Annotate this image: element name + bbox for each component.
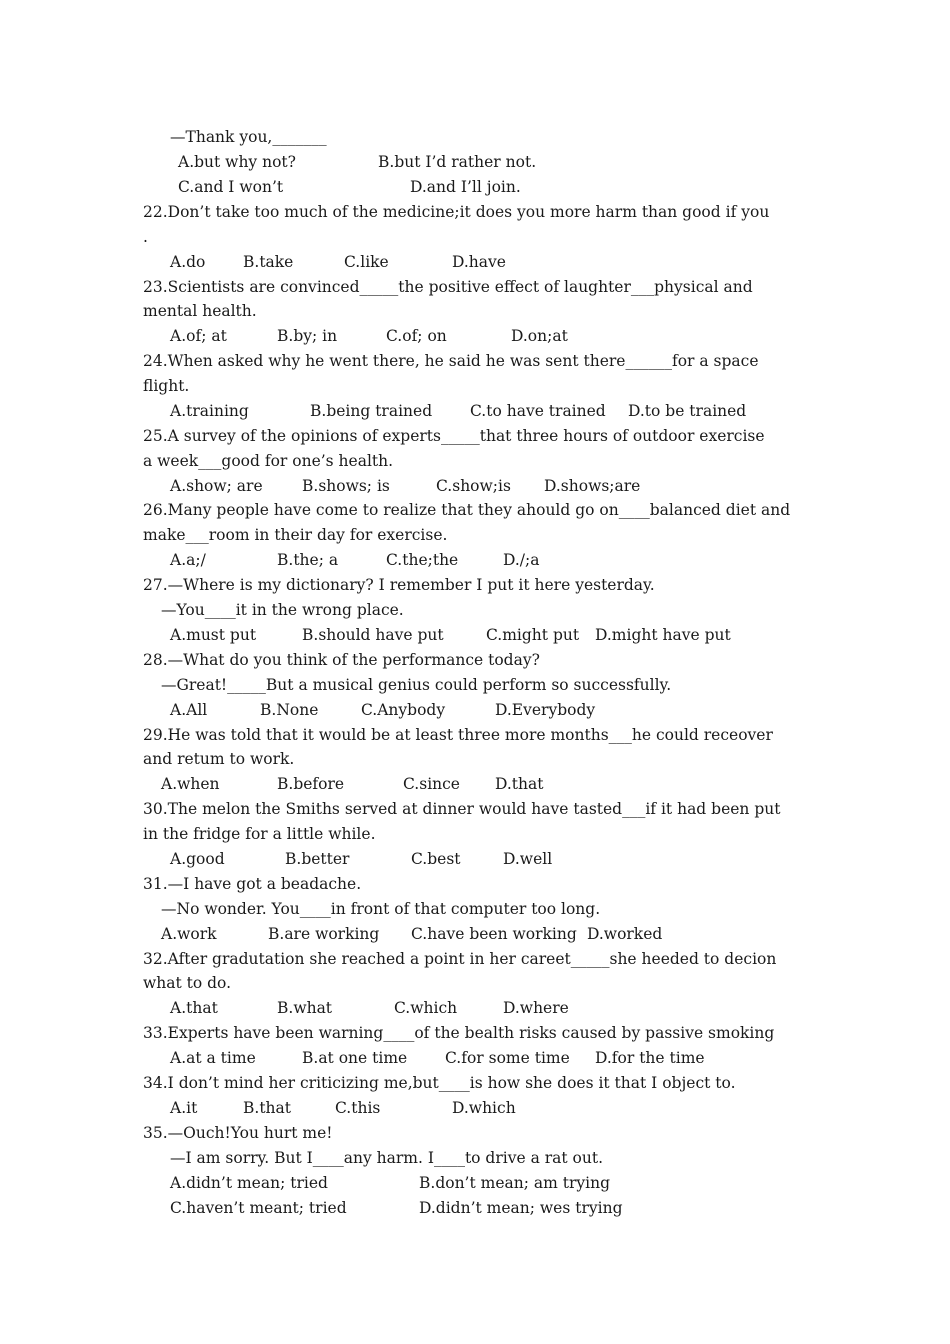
text-line: C.have been working xyxy=(411,925,577,943)
question-stem-line: 29.He was told that it would be at least three more months___he could receover xyxy=(143,726,773,744)
text-line: —You____it in the wrong place. xyxy=(161,601,404,619)
text-line: B.better xyxy=(285,850,350,868)
text-line: 31.—I have got a beadache. xyxy=(143,875,362,893)
text-line: A.a;/ xyxy=(170,551,206,569)
text-line: C.since xyxy=(403,775,460,793)
text-line: A.must put xyxy=(170,626,257,644)
text-line: what to do. xyxy=(143,974,232,992)
text-line: A.All xyxy=(170,701,208,719)
text-line: 34.I don’t mind her criticizing me,but____is how she does it that I object to. xyxy=(143,1074,736,1092)
text-line: A.didn’t mean; tried xyxy=(170,1174,328,1192)
question-stem-line: 24.When asked why he went there, he said he was sent there______for a space xyxy=(143,352,759,370)
text-line: B.shows; is xyxy=(302,477,390,495)
text-line: B.take xyxy=(243,253,294,271)
text-line: a week___good for one’s health. xyxy=(143,452,394,470)
text-line: D.on;at xyxy=(511,327,568,345)
text-line: D./;a xyxy=(503,551,540,569)
text-line: C.the;the xyxy=(386,551,459,569)
text-line: C.like xyxy=(344,253,389,271)
text-line: D.that xyxy=(495,775,544,793)
text-line: A.it xyxy=(170,1099,198,1117)
text-line: A.at a time xyxy=(170,1049,256,1067)
text-line: B.don’t mean; am trying xyxy=(419,1174,611,1192)
text-line: —I am sorry. But I____any harm. I____to drive a rat out. xyxy=(170,1149,604,1167)
text-line: B.being trained xyxy=(310,402,433,420)
text-line: D.which xyxy=(452,1099,516,1117)
text-line: D.worked xyxy=(587,925,663,943)
text-line: C.Anybody xyxy=(361,701,446,719)
text-line: B.by; in xyxy=(277,327,338,345)
question-stem-line: 32.After gradutation she reached a point in her careet_____she heeded to decion xyxy=(143,950,777,968)
text-line: C.of; on xyxy=(386,327,447,345)
text-line: A.do xyxy=(170,253,206,271)
text-line: —No wonder. You____in front of that computer too long. xyxy=(161,900,601,918)
text-line: A.work xyxy=(161,925,217,943)
text-line: A.training xyxy=(170,402,249,420)
text-line: C.best xyxy=(411,850,461,868)
text-line: B.at one time xyxy=(302,1049,408,1067)
text-line: D.well xyxy=(503,850,553,868)
question-stem-line: 22.Don’t take too much of the medicine;it does you more harm than good if you xyxy=(143,203,770,221)
text-line: 27.—Where is my dictionary? I remember I put it here yesterday. xyxy=(143,576,655,594)
text-line: C.show;is xyxy=(436,477,511,495)
text-line: 28.—What do you think of the performance today? xyxy=(143,651,540,669)
text-line: B.are working xyxy=(268,925,380,943)
text-line: in the fridge for a little while. xyxy=(143,825,376,843)
text-line: D.have xyxy=(452,253,506,271)
text-line: C.haven’t meant; tried xyxy=(170,1199,347,1217)
text-line: D.might have put xyxy=(595,626,731,644)
text-line: 33.Experts have been warning____of the bealth risks caused by passive smoking xyxy=(143,1024,775,1042)
text-line: C.which xyxy=(394,999,458,1017)
text-line: B.the; a xyxy=(277,551,339,569)
text-line: 35.—Ouch!You hurt me! xyxy=(143,1124,333,1142)
text-line: C.this xyxy=(335,1099,381,1117)
text-line: —Thank you,_______ xyxy=(170,128,327,146)
text-line: A.good xyxy=(170,850,225,868)
text-line: make___room in their day for exercise. xyxy=(143,526,448,544)
text-line: D.where xyxy=(503,999,569,1017)
text-line: B.should have put xyxy=(302,626,444,644)
text-line: D.shows;are xyxy=(544,477,641,495)
text-line: A.when xyxy=(161,775,220,793)
text-line: —Great!_____But a musical genius could perform so successfully. xyxy=(161,676,672,694)
text-line: B.before xyxy=(277,775,345,793)
text-line: D.to be trained xyxy=(628,402,747,420)
text-line: C.to have trained xyxy=(470,402,606,420)
text-line: B.that xyxy=(243,1099,291,1117)
text-line: D.and I’ll join. xyxy=(410,178,521,196)
text-line: A.that xyxy=(170,999,218,1017)
text-line: B.but I’d rather not. xyxy=(378,153,537,171)
question-stem-line: 30.The melon the Smiths served at dinner would have tasted___if it had been put xyxy=(143,800,781,818)
text-line: C.for some time xyxy=(445,1049,570,1067)
question-stem-line: 25.A survey of the opinions of experts_____that three hours of outdoor exercise xyxy=(143,427,765,445)
text-line: D.didn’t mean; wes trying xyxy=(419,1199,623,1217)
text-line: D.Everybody xyxy=(495,701,596,719)
text-line: B.None xyxy=(260,701,319,719)
text-line: flight. xyxy=(143,377,190,395)
text-line: mental health. xyxy=(143,302,257,320)
text-line: A.but why not? xyxy=(178,153,296,171)
text-line: B.what xyxy=(277,999,333,1017)
text-line: D.for the time xyxy=(595,1049,705,1067)
text-line: A.show; are xyxy=(170,477,263,495)
text-line: . xyxy=(143,228,148,246)
text-line: A.of; at xyxy=(170,327,227,345)
question-stem-line: 23.Scientists are convinced_____the positive effect of laughter___physical and xyxy=(143,278,753,296)
question-stem-line: 26.Many people have come to realize that they ahould go on____balanced diet and xyxy=(143,501,791,519)
text-line: C.might put xyxy=(486,626,580,644)
text-line: C.and I won’t xyxy=(178,178,284,196)
text-line: and retum to work. xyxy=(143,750,295,768)
